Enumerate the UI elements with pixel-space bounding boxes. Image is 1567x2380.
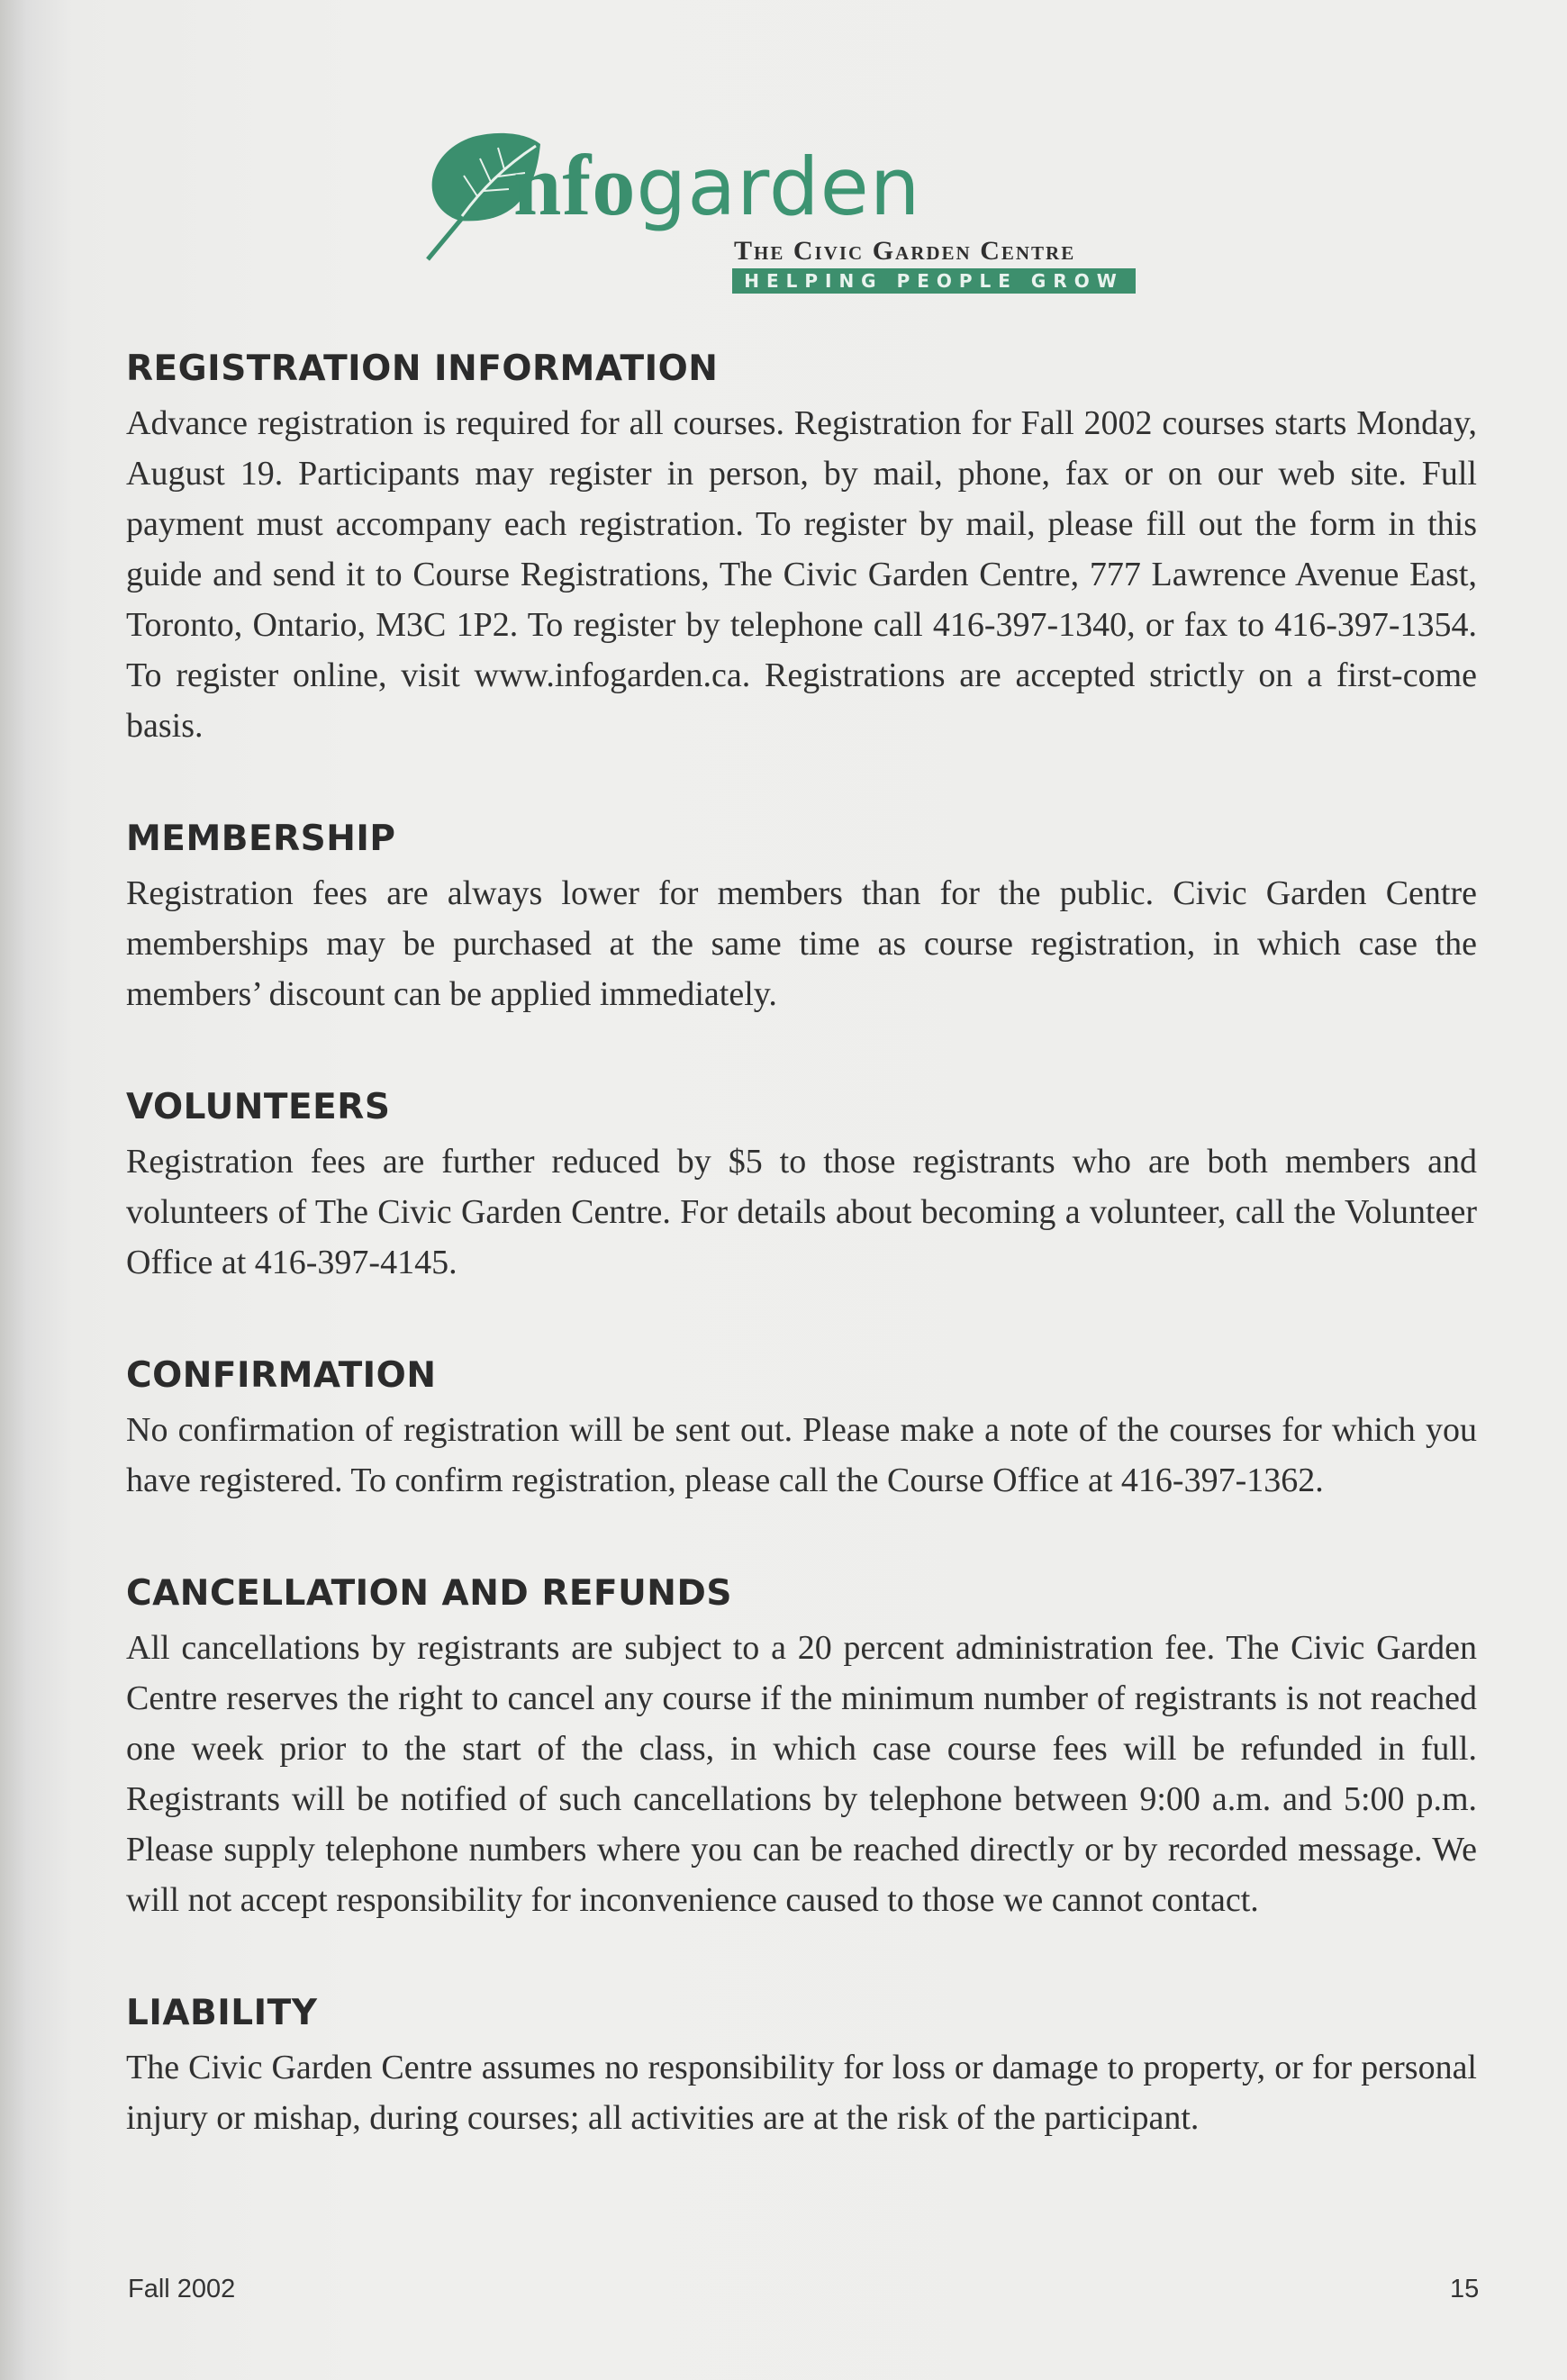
logo-wordmark	[513, 137, 921, 233]
footer-edition: Fall 2002	[128, 2275, 236, 2303]
section-cancellation-and-refunds	[126, 1570, 1477, 1925]
logo-subtitle: The Civic Garden Centre	[734, 236, 1076, 266]
section-heading: CONFIRMATION	[126, 1355, 437, 1396]
section-body: All cancellations by registrants are subject to a 20 percent administration fee. The Civic Garden Centre reserves the right to cancel any course if the minimum number of registrants is not reached one week prior to the start of the class, in which case course fees will be refunded in full. Registrants will be notified of such cancellations by telephone between 9:00 a.m. and 5:00 p.m. Please supply telephone numbers where you can be reached directly or by recorded message. We will not accept responsibility for inconvenience caused to those we cannot contact.	[126, 1629, 1477, 1919]
section-confirmation	[126, 1353, 1477, 1506]
section-membership	[126, 816, 1477, 1019]
section-liability	[126, 1990, 1477, 2143]
section-heading: CANCELLATION AND REFUNDS	[126, 1573, 732, 1614]
section-body: No confirmation of registration will be sent out. Please make a note of the courses for which you have registered. To confirm registration, please call the Course Office at 416-397-1362.	[126, 1411, 1477, 1499]
section-body: Registration fees are always lower for members than for the public. Civic Garden Centre memberships may be purchased at the same time as course registration, in which case the members’ discount can be applied immediately.	[126, 874, 1477, 1013]
logo-wordmark-light: garden	[636, 140, 921, 233]
section-heading: LIABILITY	[126, 1993, 318, 2033]
section-heading: MEMBERSHIP	[126, 819, 396, 859]
section-body: Advance registration is required for all courses. Registration for Fall 2002 courses starts Monday, August 19. Participants may register in person, by mail, phone, fax or on our web site. Full payment must accompany each registration. To register by mail, please fill out the form in this guide and send it to Course Registrations, The Civic Garden Centre, 777 Lawrence Avenue East, Toronto, Ontario, M3C 1P2. To register by telephone call 416-397-1340, or fax to 416-397-1354. To register online, visit www.infogarden.ca. Registrations are accepted strictly on a first-come basis.	[126, 404, 1477, 745]
main-content	[126, 346, 1477, 2208]
section-body: Registration fees are further reduced by $5 to those registrants who are both members and volunteers of The Civic Garden Centre. For details about becoming a volunteer, call the Volunteer Office at 416-397-4145.	[126, 1143, 1477, 1281]
section-body: The Civic Garden Centre assumes no responsibility for loss or damage to property, or for personal injury or mishap, during courses; all activities are at the risk of the participant.	[126, 2049, 1477, 2137]
logo-wordmark-bold: nfo	[513, 137, 637, 233]
section-heading: REGISTRATION INFORMATION	[126, 348, 719, 389]
page-number: 15	[1450, 2275, 1480, 2303]
logo-tagline: HELPING PEOPLE GROW	[732, 268, 1136, 294]
infogarden-logo	[410, 126, 1148, 306]
section-volunteers	[126, 1084, 1477, 1288]
section-heading: VOLUNTEERS	[126, 1087, 391, 1127]
section-registration-information	[126, 346, 1477, 751]
